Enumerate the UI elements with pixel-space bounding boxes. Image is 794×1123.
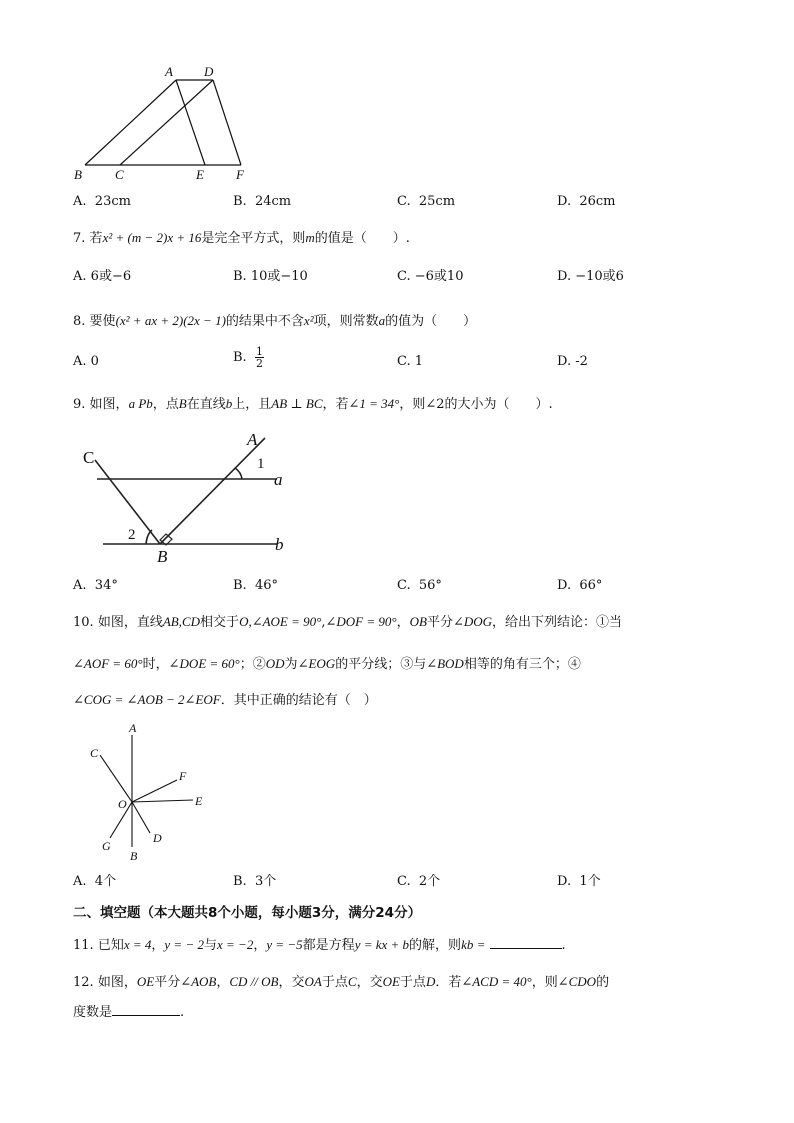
fraction-one-half: $\frac{1}{2}$ <box>255 345 263 370</box>
label-C: C <box>115 167 124 182</box>
q8-option-c: C. 1 <box>397 354 424 369</box>
label-B: B <box>74 167 82 182</box>
q10-option-d: D. 1个 <box>557 874 601 889</box>
figure-q6 <box>70 62 260 187</box>
q7-option-b: B. 10或−10 <box>233 269 308 284</box>
q9-option-c: C. 56° <box>397 578 442 593</box>
label-O: O <box>118 797 127 811</box>
q7-option-c: C. −6或10 <box>397 269 464 284</box>
label-F: F <box>179 769 187 783</box>
label-D: D <box>153 831 162 845</box>
label-C: C <box>83 448 95 467</box>
label-A: A <box>165 64 173 79</box>
q8-option-a: A. 0 <box>73 354 99 369</box>
label-D: D <box>204 64 214 79</box>
section-2-heading: 二、填空题（本大题共8个小题，每小题3分，满分24分） <box>73 905 422 921</box>
label-E: E <box>195 794 203 808</box>
question-12-line-2: 度数是 . <box>73 1001 754 1024</box>
q8-option-d: D. -2 <box>557 354 588 369</box>
label-b: b <box>275 535 284 554</box>
label-A: A <box>129 721 137 735</box>
q6-option-d: D. 26cm <box>557 194 616 209</box>
label-A: A <box>247 430 258 449</box>
q9-option-b: B. 46° <box>233 578 278 593</box>
answer-blank[interactable] <box>112 1001 180 1016</box>
question-8: 8. 要使(x² + ax + 2)(2x − 1)的结果中不含x²项，则常数a的值为（ ） <box>73 313 477 329</box>
label-1: 1 <box>257 456 265 472</box>
q8-option-b: B. $\frac{1}{2}$ <box>233 345 263 370</box>
q10-option-b: B. 3个 <box>233 874 277 889</box>
q10-option-c: C. 2个 <box>397 874 441 889</box>
label-B: B <box>157 547 168 566</box>
label-C: C <box>90 746 99 760</box>
question-9: 9. 如图，a Pb，点B在直线b上，且AB ⊥ BC，若∠1 = 34°，则∠2的大小为（ ）. <box>73 396 553 412</box>
label-E: E <box>196 167 204 182</box>
question-12-line-1: 12. 如图，OE平分∠AOB，CD // OB，交OA于点C，交OE于点D．若∠ACD = 40°，则∠CDO的 <box>73 974 610 990</box>
q9-option-a: A. 34° <box>73 578 118 593</box>
question-7: 7. 若x² + (m − 2)x + 16是完全平方式，则m的值是（ ）. <box>73 230 410 246</box>
q6-option-c: C. 25cm <box>397 194 456 209</box>
q7-option-d: D. −10或6 <box>557 269 624 284</box>
figure-q10 <box>85 720 220 865</box>
question-11: 11. 已知x = 4，y = − 2与x = −2，y = −5都是方程y = kx + b的解，则kb = . <box>73 934 754 957</box>
question-10-line-3: ∠COG = ∠AOB − 2∠EOF．其中正确的结论有（ ） <box>73 692 377 708</box>
q7-option-a: A. 6或−6 <box>73 269 132 284</box>
q9-option-d: D. 66° <box>557 578 603 593</box>
label-F: F <box>236 167 244 182</box>
answer-blank[interactable] <box>490 934 562 949</box>
label-B: B <box>130 849 138 863</box>
q6-option-a: A. 23cm <box>73 194 131 209</box>
q10-option-a: A. 4个 <box>73 874 117 889</box>
label-a: a <box>274 470 283 489</box>
figure-q9 <box>75 428 305 568</box>
question-10-line-2: ∠AOF = 60°时，∠DOE = 60°；②OD为∠EOG的平分线；③与∠BOD相等的角有三个；④ <box>73 656 581 672</box>
question-10-line-1: 10. 如图，直线AB,CD相交于O,∠AOE = 90°,∠DOF = 90°，OB平分∠DOG，给出下列结论：①当 <box>73 614 623 630</box>
label-2: 2 <box>128 527 136 543</box>
q6-option-b: B. 24cm <box>233 194 292 209</box>
label-G: G <box>102 839 111 853</box>
